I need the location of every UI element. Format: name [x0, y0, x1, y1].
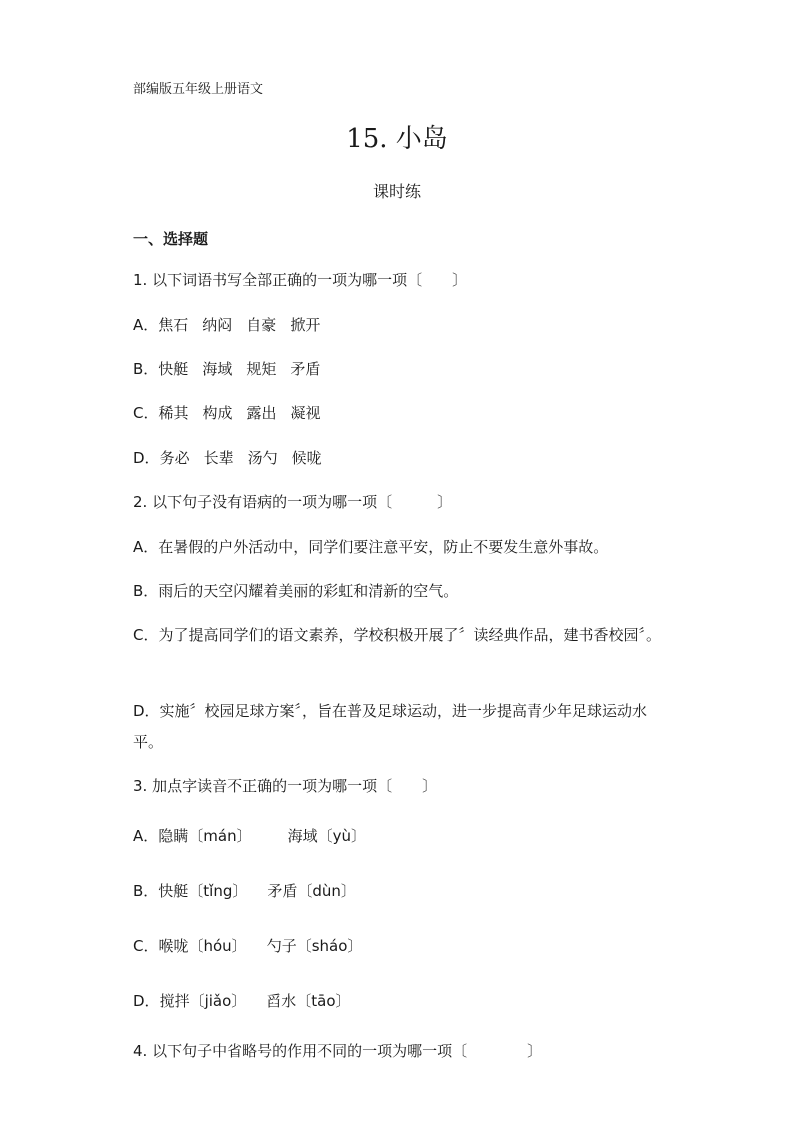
page-title: 15. 小岛: [346, 124, 448, 154]
option-word: 快艇: [158, 360, 189, 378]
option-word: 露出: [246, 404, 277, 422]
pinyin-pair: 快艇〔tǐng〕: [158, 882, 248, 900]
option-label: A．: [133, 827, 159, 845]
pinyin-pair: 矛盾〔dùn〕: [267, 882, 356, 900]
option-word: 汤勺: [247, 449, 278, 467]
option-label: A．: [133, 316, 159, 334]
pinyin-pair: 舀水〔tāo〕: [266, 992, 351, 1010]
question-2-option-a: A．在暑假的户外活动中，同学们要注意平安，防止不要发生意外事故。: [133, 538, 609, 556]
option-word: 海域: [202, 360, 233, 378]
option-label: C．: [133, 937, 159, 955]
pinyin-pair: 隐瞒〔mán〕: [158, 827, 252, 845]
question-1-option-b: [133, 359, 320, 379]
option-word: 掀开: [290, 316, 321, 334]
option-label: D．: [133, 449, 160, 467]
option-word: 焦石: [158, 316, 189, 334]
option-word: 自豪: [246, 316, 277, 334]
option-label: B．: [133, 360, 159, 378]
question-4-stem: 4. 以下句子中省略号的作用不同的一项为哪一项〔 〕: [133, 1042, 543, 1060]
question-3-stem: 3. 加点字读音不正确的一项为哪一项〔 〕: [133, 777, 438, 795]
pinyin-pair: 搅拌〔jiǎo〕: [159, 992, 247, 1010]
option-label: D．: [133, 992, 160, 1010]
question-3-option-c: [133, 936, 362, 956]
question-2-stem: 2. 以下句子没有语病的一项为哪一项〔 〕: [133, 493, 453, 511]
pinyin-pair: 海域〔yù〕: [287, 827, 366, 845]
question-1-option-d: [133, 448, 322, 468]
question-2-option-d: D．实施〞校园足球方案〞，旨在普及足球运动，进一步提高青少年足球运动水平。: [133, 702, 648, 751]
question-3-option-b: [133, 881, 356, 901]
option-word: 稀其: [158, 404, 189, 422]
option-word: 长辈: [203, 449, 234, 467]
option-word: 构成: [202, 404, 233, 422]
option-word: 规矩: [246, 360, 277, 378]
question-2-option-c: C．为了提高同学们的语文素养，学校积极开展了〞读经典作品，建书香校园〞。: [133, 626, 661, 644]
pinyin-pair: 喉咙〔hóu〕: [158, 937, 247, 955]
question-1-option-c: [133, 403, 321, 423]
section-heading: 一、选择题: [133, 230, 209, 248]
option-word: 矛盾: [290, 360, 321, 378]
option-label: B．: [133, 882, 159, 900]
document-header: 部编版五年级上册语文: [133, 82, 264, 97]
pinyin-pair: 勺子〔sháo〕: [266, 937, 363, 955]
question-1-option-a: [133, 315, 320, 335]
option-word: 候咙: [291, 449, 322, 467]
option-word: 纳闷: [202, 316, 233, 334]
option-label: C．: [133, 404, 159, 422]
question-2-option-b: B．雨后的天空闪耀着美丽的彩虹和清新的空气。: [133, 582, 459, 600]
option-word: 务必: [159, 449, 190, 467]
question-3-option-d: [133, 991, 351, 1011]
question-1-stem: 1. 以下词语书写全部正确的一项为哪一项〔 〕: [133, 271, 468, 289]
option-word: 凝视: [290, 404, 321, 422]
page-subtitle: 课时练: [372, 182, 421, 201]
question-3-option-a: [133, 826, 366, 846]
